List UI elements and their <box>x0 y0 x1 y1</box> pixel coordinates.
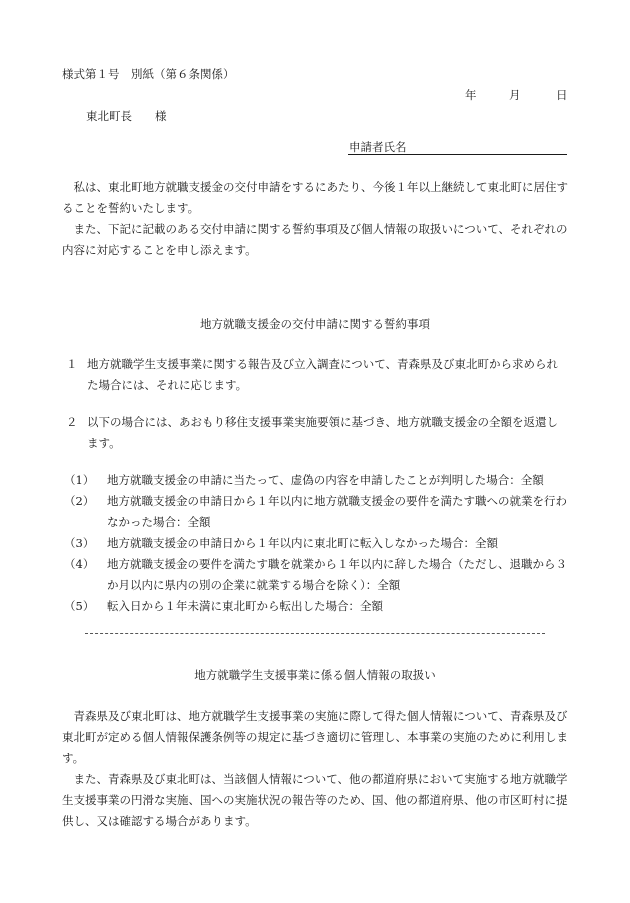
subitem-text: 地方就職支援金の申請日から１年以内に地方就職支援金の要件を満たす職への就業を行わなかった場合：全額 <box>107 494 567 529</box>
pledge-item-2-text: 以下の場合には、あおもり移住支援事業実施要領に基づき、地方就職支援金の全額を返還します。 <box>87 415 559 450</box>
privacy-paragraph-2: また、青森県及び東北町は、当該個人情報について、他の都道府県において実施する地方就職学生支援事業の円滑な実施、国への実施状況の報告等のため、国、他の都道府県、他の市区町村に提供し、又は確認する場合があります。 <box>62 772 568 828</box>
pledge-subitem-4 <box>64 554 568 596</box>
pledge-subitem-5 <box>64 596 568 617</box>
pledge-item-1 <box>66 354 568 396</box>
pledge-heading: 地方就職支援金の交付申請に関する誓約事項 <box>200 317 430 331</box>
pledge-item-1-number: １ <box>66 357 78 371</box>
subitem-text: 地方就職支援金の申請に当たって、虚偽の内容を申請したことが判明した場合：全額 <box>107 473 544 487</box>
privacy-section <box>62 706 568 832</box>
subitem-number: （5） <box>64 599 95 613</box>
pledge-item-2 <box>66 412 568 454</box>
pledge-subitem-3 <box>64 533 568 554</box>
dashed-divider <box>85 633 545 634</box>
subitem-number: （4） <box>64 557 95 571</box>
subitem-text: 転入日から１年未満に東北町から転出した場合：全額 <box>107 599 383 613</box>
pledge-item-2-number: ２ <box>66 415 78 429</box>
applicant-name-line <box>348 154 567 155</box>
intro-paragraph-1: 私は、東北町地方就職支援金の交付申請をするにあたり、今後１年以上継続して東北町に居住することを誓約いたします。 <box>62 180 568 215</box>
subitem-text: 地方就職支援金の申請日から１年以内に東北町に転入しなかった場合：全額 <box>107 536 498 550</box>
form-label: 様式第１号 別紙（第６条関係） <box>62 67 235 81</box>
subitem-text: 地方就職支援金の要件を満たす職を就業から１年以内に辞した場合（ただし、退職から３か月以内に県内の別の企業に就業する場合を除く）：全額 <box>107 557 567 592</box>
date-year-label: 年 <box>465 88 477 102</box>
pledge-item-1-text: 地方就職学生支援事業に関する報告及び立入調査について、青森県及び東北町から求められた場合には、それに応じます。 <box>87 357 559 392</box>
date-day-label: 日 <box>556 88 568 102</box>
pledge-subitem-1 <box>64 470 568 491</box>
intro-paragraph-2: また、下記に記載のある交付申請に関する誓約事項及び個人情報の取扱いについて、それぞれの内容に対応することを申し添えます。 <box>62 222 568 257</box>
date-month-label: 月 <box>509 88 521 102</box>
subitem-number: （1） <box>64 473 95 487</box>
subitem-number: （3） <box>64 536 95 550</box>
privacy-heading: 地方就職学生支援事業に係る個人情報の取扱い <box>194 668 436 682</box>
addressee: 東北町長 様 <box>86 109 167 123</box>
intro-section <box>62 177 568 261</box>
privacy-paragraph-1: 青森県及び東北町は、地方就職学生支援事業の実施に際して得た個人情報について、青森県及び東北町が定める個人情報保護条例等の規定に基づき適切に管理し、本事業の実施のために利用します。 <box>62 709 568 765</box>
subitem-number: （2） <box>64 494 95 508</box>
applicant-name-label: 申請者氏名 <box>349 140 407 154</box>
pledge-subitem-2 <box>64 491 568 533</box>
